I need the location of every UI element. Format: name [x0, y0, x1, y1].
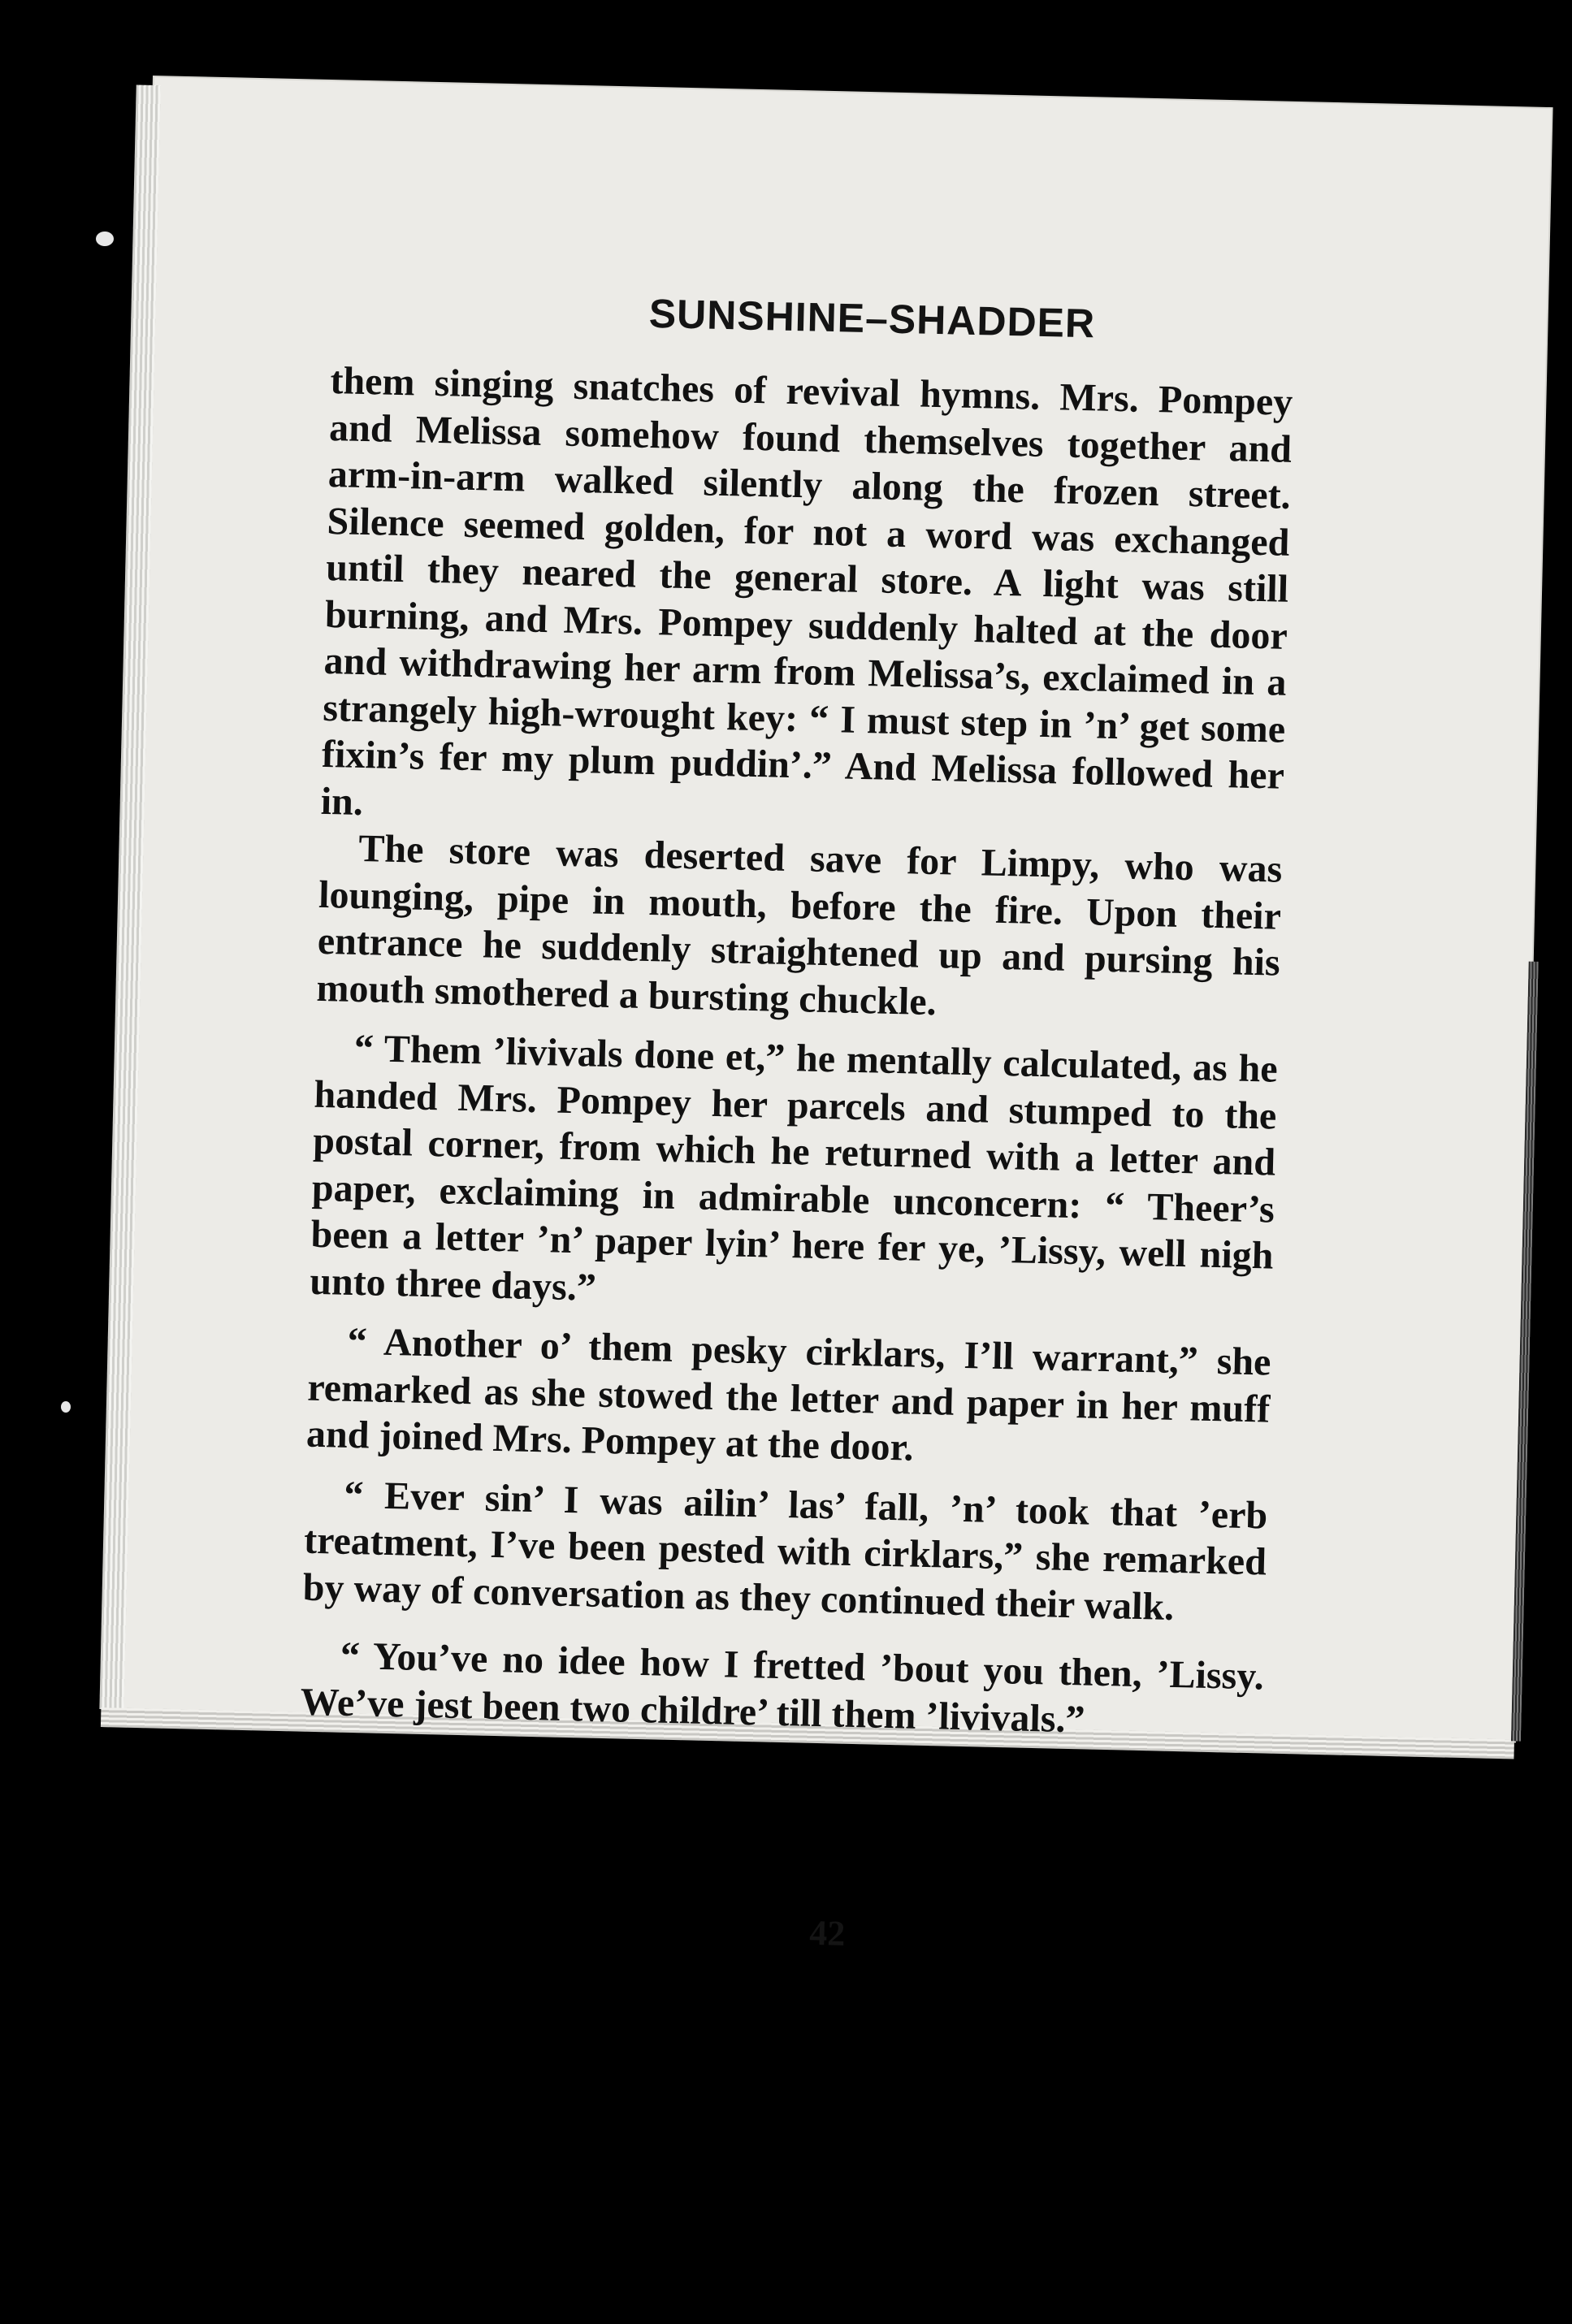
- paragraph: “ Them ’livivals done et,” he mentally calculated, as he handed Mrs. Pompey her parcels and stumped to the postal corner, from which he returned with a letter and paper, exclaiming in admirable unconcern: “ Theer’s been a letter ’n’ paper lyin’ here fer ye, ’Lissy, well nigh unto three days.”: [309, 1026, 1279, 1309]
- paragraph: “ Ever sin’ I was ailin’ las’ fall, ’n’ took that ’erb treatment, I’ve been pested with cirklars,” she remarked by way of conversation as they continued their walk.: [302, 1473, 1268, 1629]
- paragraph: “ Another o’ them pesky cirklars, I’ll warrant,” she remarked as she stowed the letter and paper in her muff and joined Mrs. Pompey at the door.: [305, 1319, 1272, 1469]
- running-header: SUNSHINE–SHADDER: [648, 290, 1096, 347]
- page-number: 42: [808, 1912, 846, 1954]
- body-text: [300, 357, 1293, 1746]
- paragraph: “ You’ve no idee how I fretted ’bout you then, ’Lissy. We’ve jest been two childre’ till them ’livivals.”: [300, 1634, 1265, 1742]
- film-speck: [96, 232, 114, 246]
- page-edge-left: [99, 84, 160, 1709]
- paragraph: The store was deserted save for Limpy, who was lounging, pipe in mouth, before the fire. Upon their entrance he suddenly straightened up and pursing his mouth smothered a bursting chuckle.: [316, 826, 1283, 1024]
- book-page: [117, 77, 1551, 1954]
- film-speck: [61, 1401, 71, 1413]
- page-edge-right: [1511, 962, 1539, 1742]
- paragraph: them singing snatches of revival hymns. Mrs. Pompey and Melissa somehow found themselves together and arm-in-arm walked silently along the frozen street. Silence seemed golden, for not a word was exchanged until they neared the general store. A light was still burning, and Mrs. Pompey suddenly halted at the door and withdrawing her arm from Melissa’s, exclaimed in a strangely high-wrought key: “ I must step in ’n’ get some fixin’s fer my plum puddin’.” And Melissa followed her in.: [320, 359, 1293, 824]
